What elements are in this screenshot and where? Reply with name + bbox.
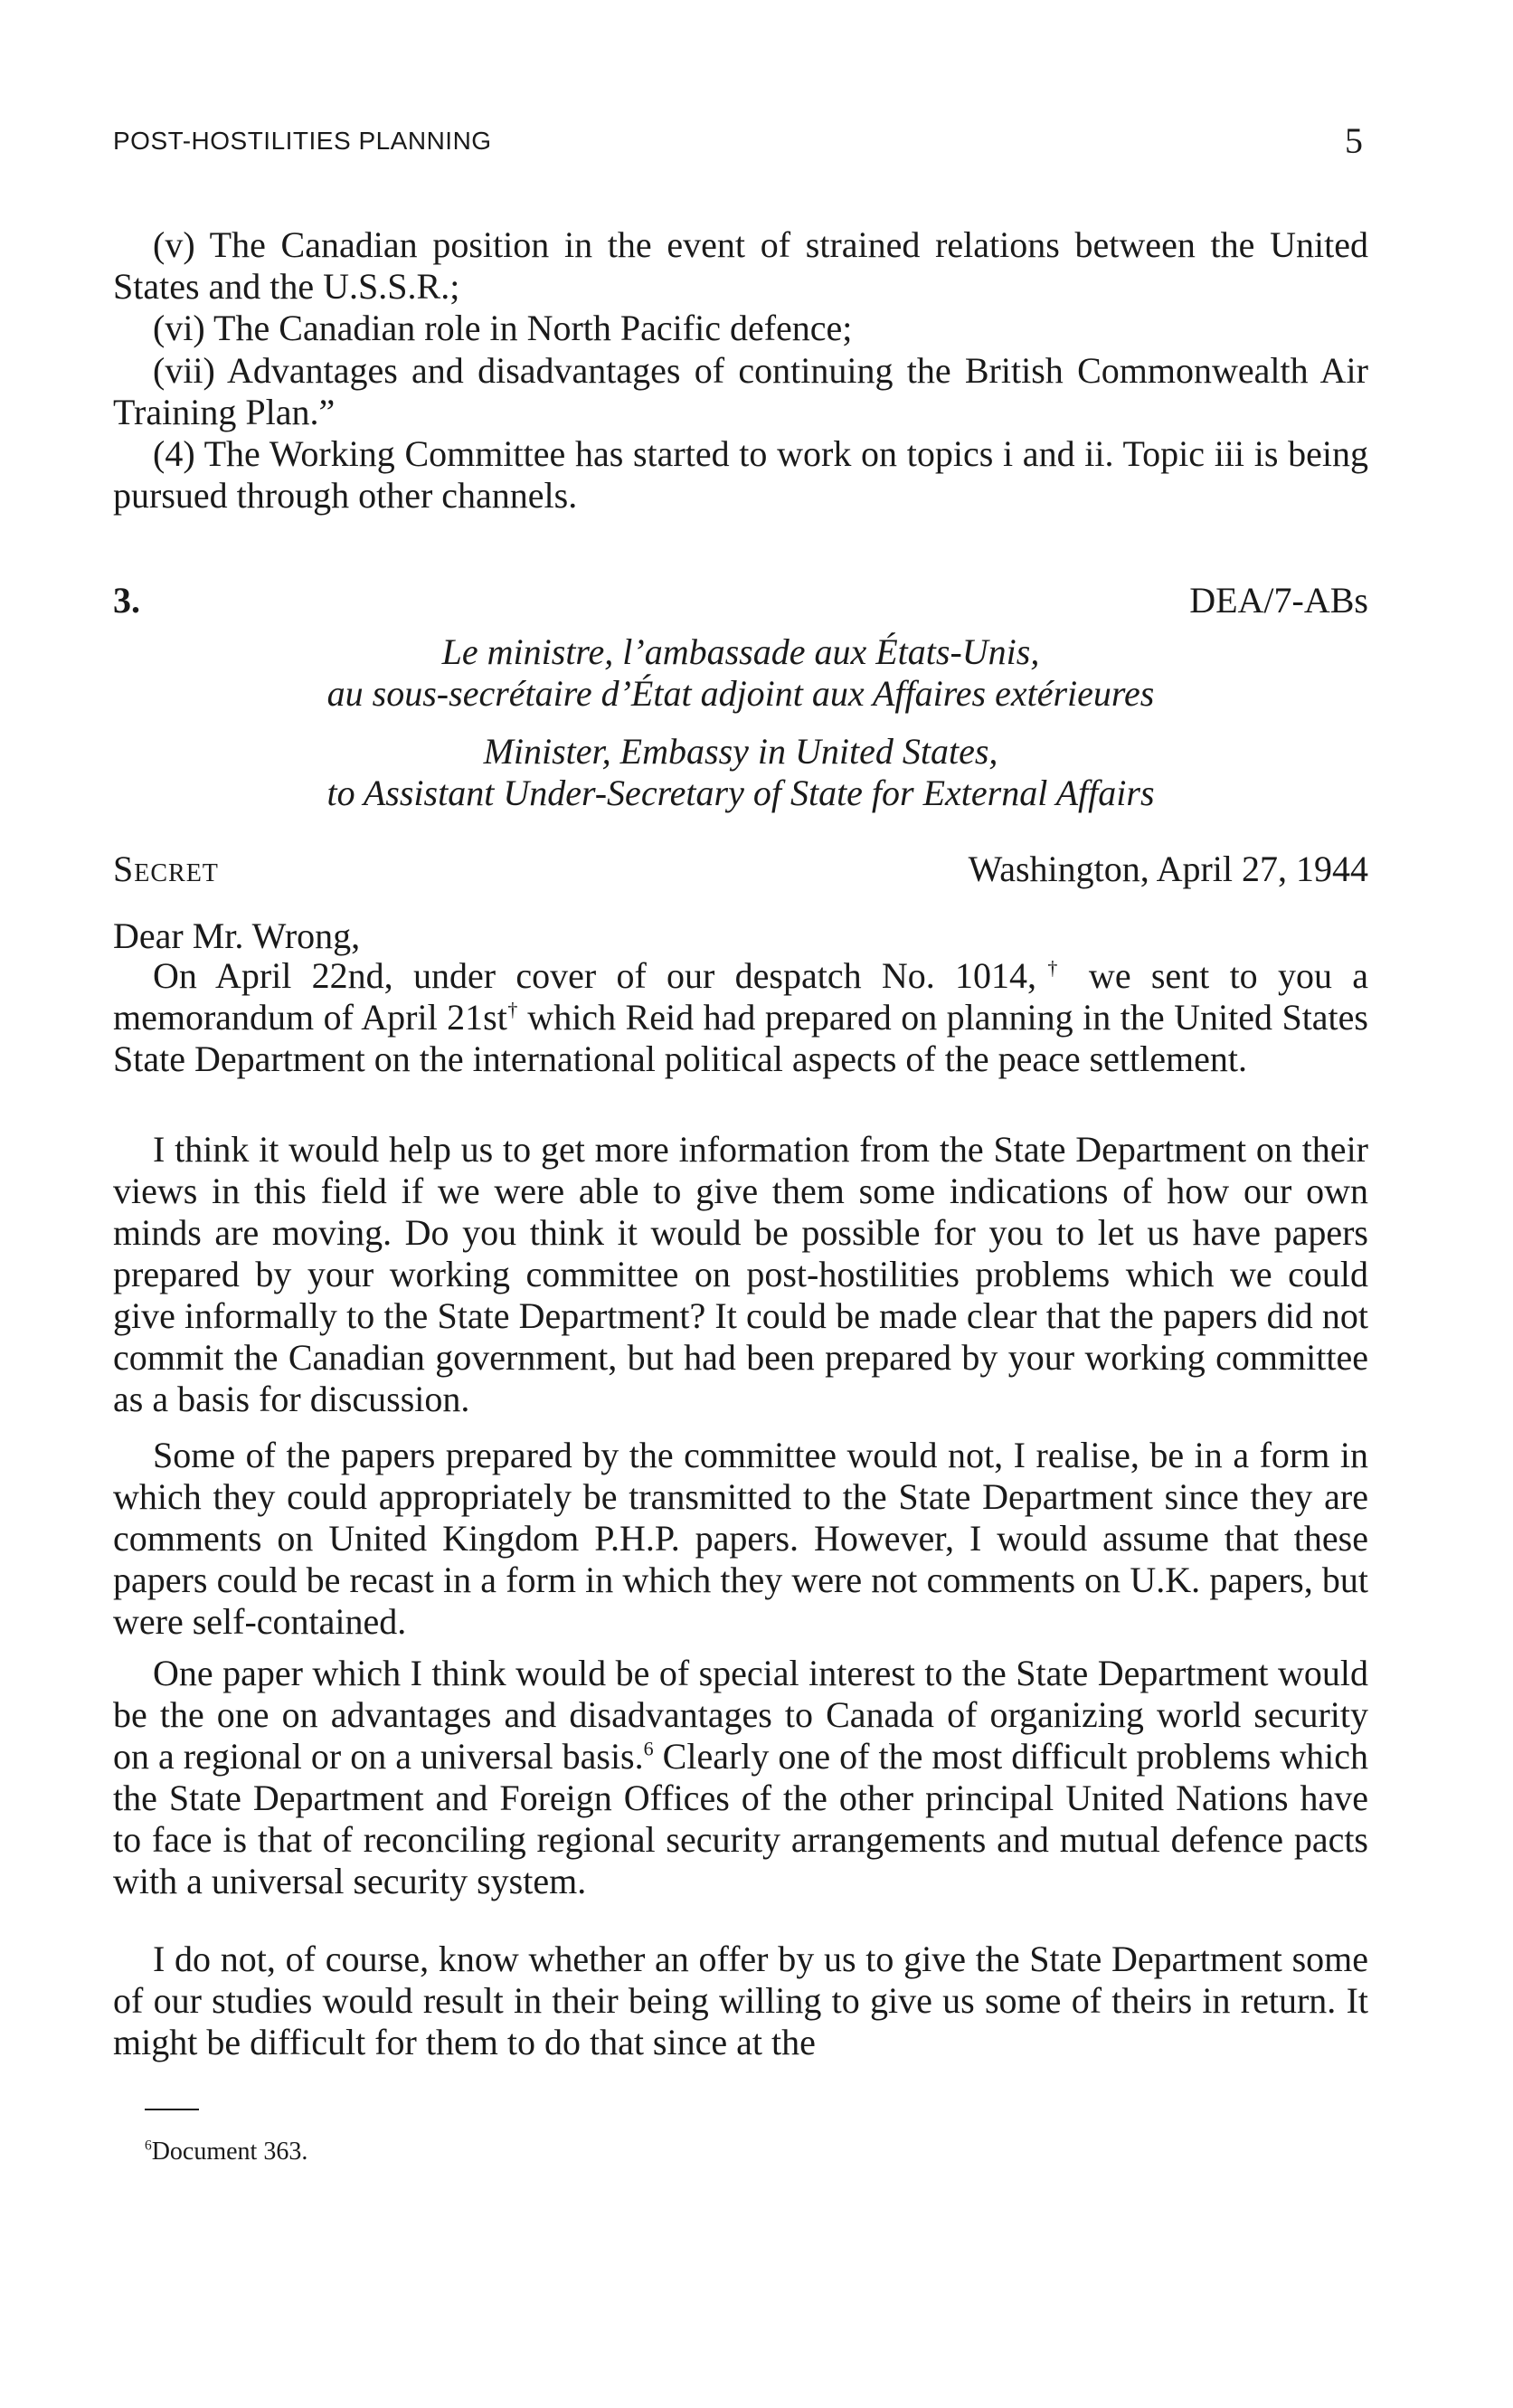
- footnote-reference: 6: [643, 1737, 654, 1760]
- heading-english-line2: to Assistant Under-Secretary of State for External Affairs: [326, 773, 1155, 813]
- file-reference: DEA/7-ABs: [1189, 580, 1368, 621]
- heading-english: [113, 731, 1368, 814]
- topic-v: (v) The Canadian position in the event of strained relations between the United States and the U.S.S.R.;: [113, 224, 1368, 307]
- salutation: Dear Mr. Wrong,: [113, 915, 361, 956]
- not-printed-marker: †: [1036, 956, 1069, 980]
- page-number: 5: [1345, 120, 1363, 161]
- heading-french-line1: Le ministre, l’ambassade aux États-Unis,: [441, 631, 1040, 672]
- heading-french-line2: au sous-secrétaire d’État adjoint aux Affaires extérieures: [326, 673, 1155, 714]
- dateline: Washington, April 27, 1944: [968, 848, 1368, 889]
- running-head: POST-HOSTILITIES PLANNING: [113, 127, 492, 155]
- footnote-text: Document 363.: [151, 2138, 308, 2166]
- not-printed-marker: †: [506, 998, 518, 1021]
- letter-paragraph-2: I think it would help us to get more information from the State Department on their views in this field if we were able to give them some indications of how our own minds are moving. Do you think it would be possible for you to let us have papers prepared by your working committee on post-hostilities problems which we could give informally to the State Department? It could be made clear that the papers did not commit the Canadian government, but had been prepared by your working committee as a basis for discussion.: [113, 1129, 1368, 1419]
- heading-english-line1: Minister, Embassy in United States,: [483, 731, 998, 772]
- letter-paragraph-5: I do not, of course, know whether an offer by us to give the State Department some of our studies would result in their being willing to give us some of theirs in return. It might be difficult for them to do that since at the: [113, 1939, 1368, 2062]
- letter-paragraph-3: Some of the papers prepared by the committee would not, I realise, be in a form in which they could appropriately be transmitted to the State Department since they are comments on United Kingdom P.H.P. papers. However, I would assume that these papers could be recast in a form in which they were not comments on U.K. papers, but were self-contained.: [113, 1435, 1368, 1642]
- topic-vii: (vii) Advantages and disadvantages of continuing the British Commonwealth Air Training Plan.”: [113, 350, 1368, 432]
- topic-vi: (vi) The Canadian role in North Pacific defence;: [153, 308, 853, 348]
- footnote-marker: 6: [145, 2138, 152, 2154]
- document-number: 3.: [113, 580, 140, 621]
- heading-french: [113, 631, 1368, 715]
- footnote-rule: [145, 2109, 199, 2110]
- footnote: [145, 2138, 307, 2166]
- letter-paragraph-4: One paper which I think would be of special interest to the State Department would be the one on advantages and disadvantages to Canada of organizing world security on a regional or on a universal basis.$^6$ Clearly one of the most difficult problems which the State Department and Foreign Offices of the other principal United Nations have to face is that of reconciling regional security arrangements and mutual defence pacts with a universal security system.: [113, 1653, 1368, 1901]
- committee-status: (4) The Working Committee has started to work on topics i and ii. Topic iii is being pursued through other channels.: [113, 433, 1368, 516]
- letter-paragraph-1: On April 22nd, under cover of our despatch No. 1014,† we sent to you a memorandum of April 21st† which Reid had prepared on planning in the United States State Department on the international political aspects of the peace settlement.: [113, 955, 1369, 1079]
- classification: Secret: [113, 848, 219, 889]
